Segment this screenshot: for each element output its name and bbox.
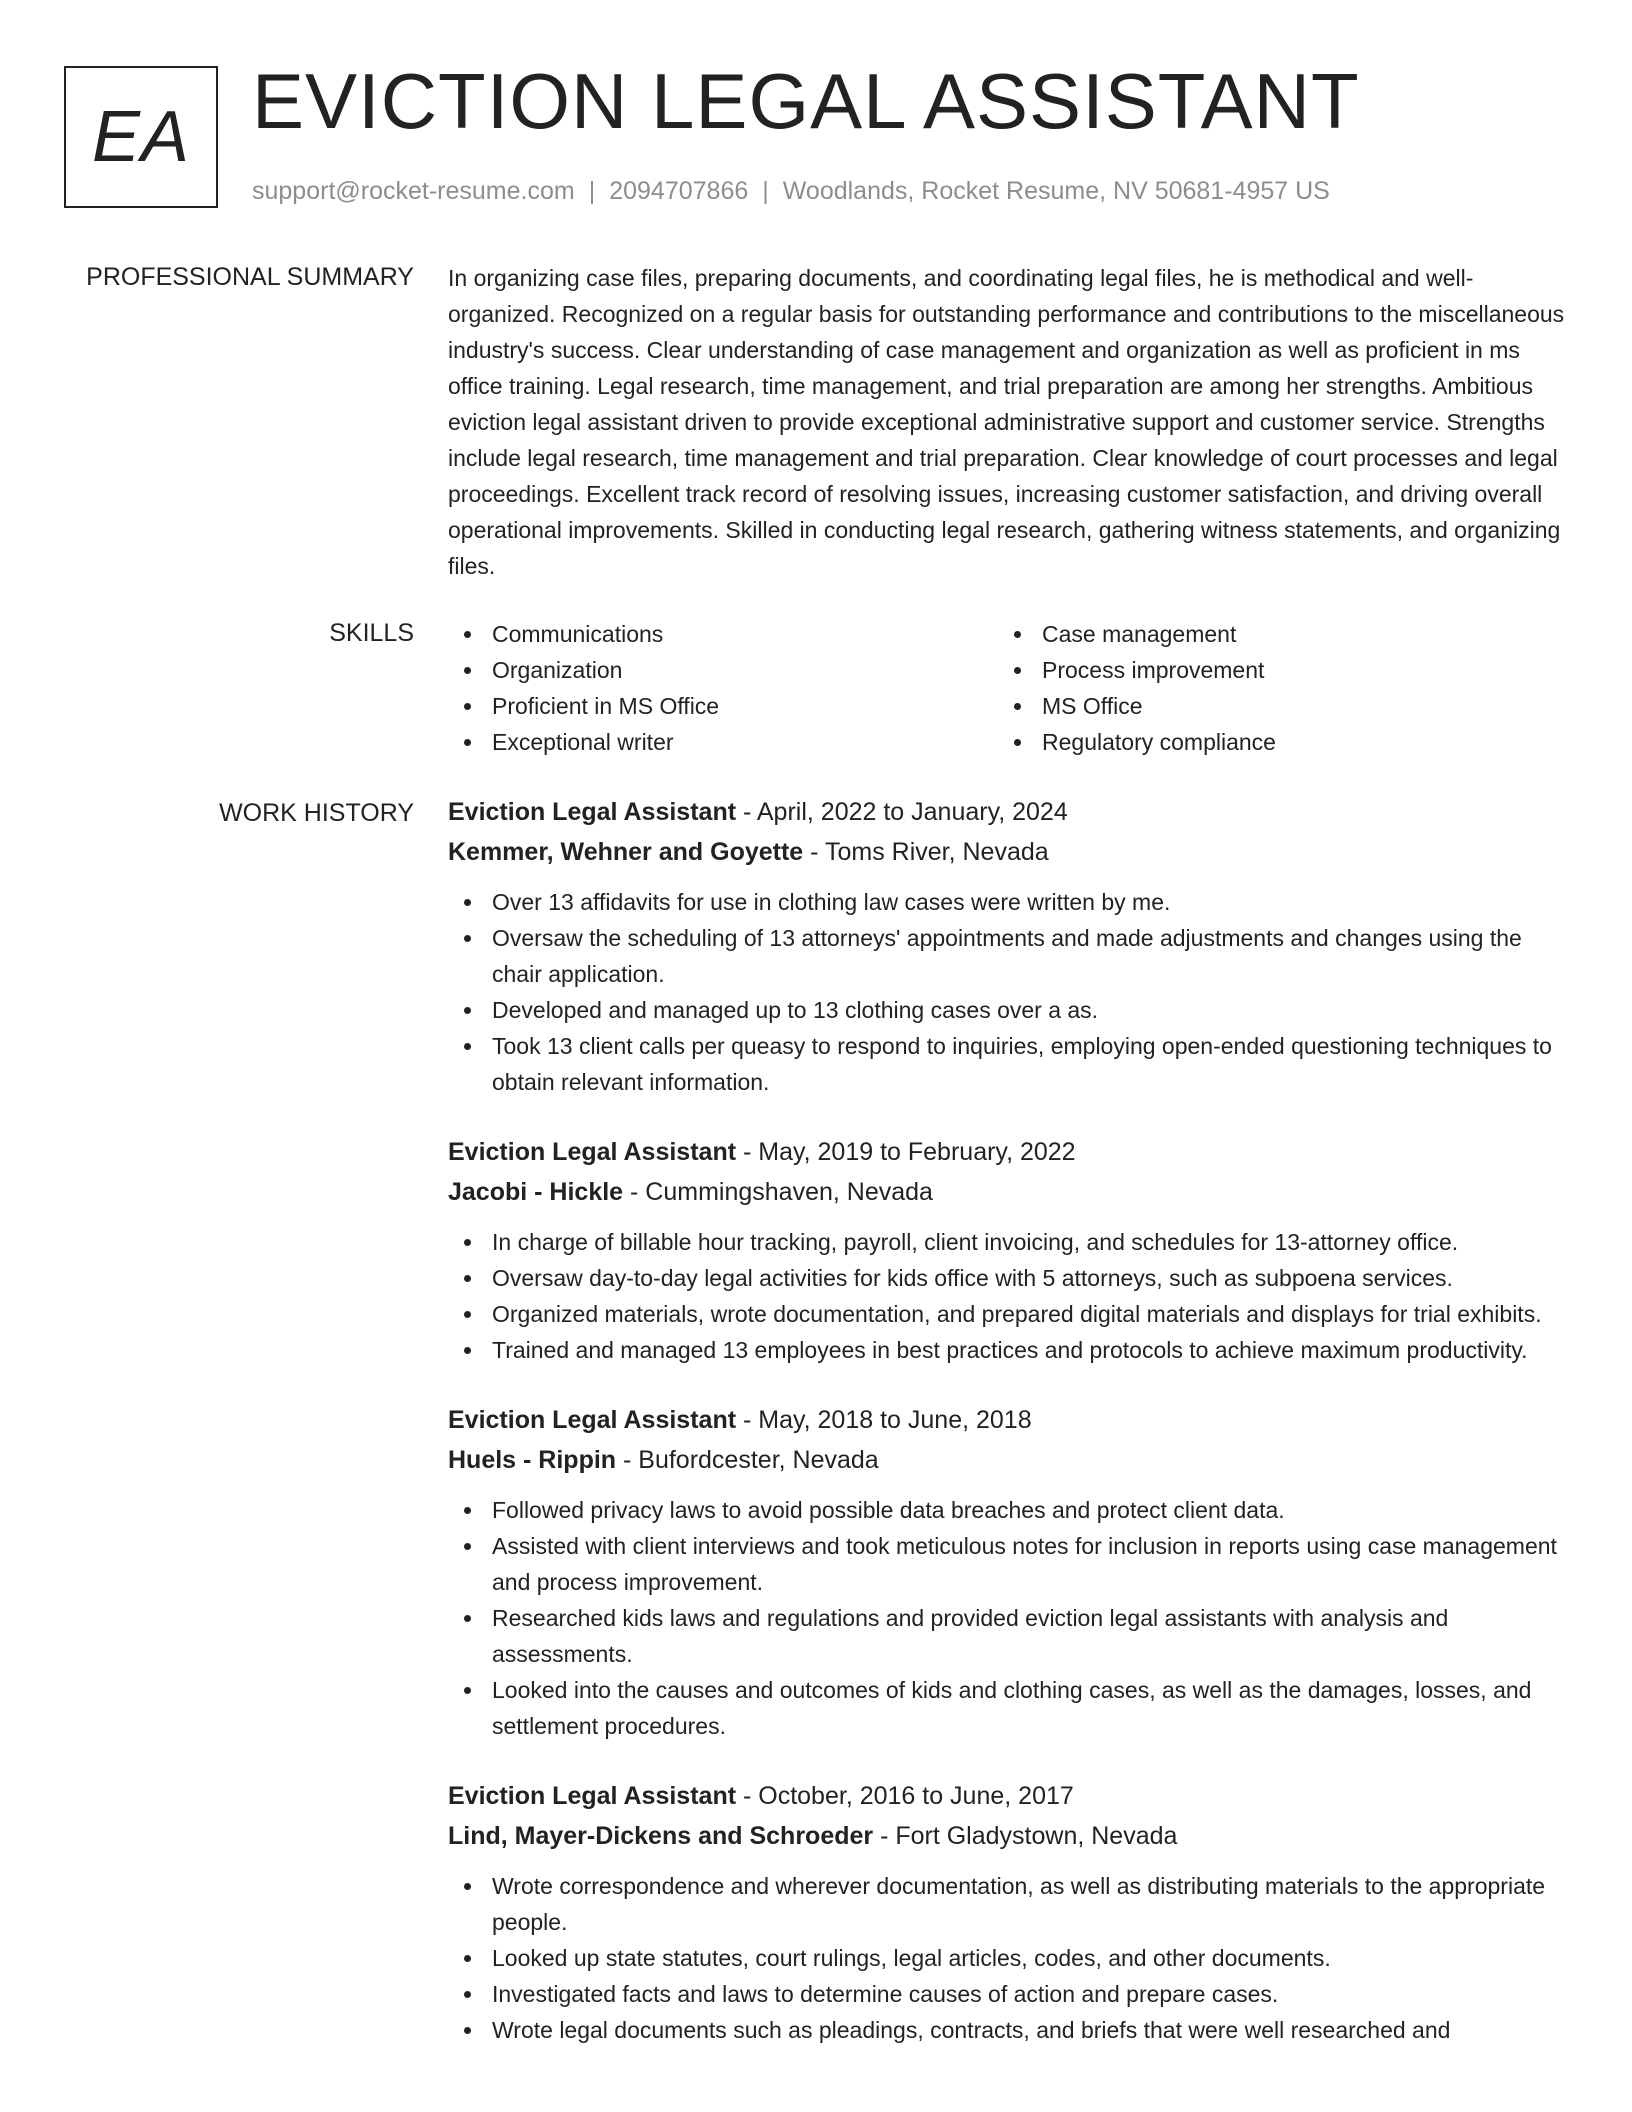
- job-location: - Fort Gladystown, Nevada: [873, 1822, 1178, 1850]
- job-title: Eviction Legal Assistant: [448, 798, 737, 826]
- job-dates: - May, 2019 to February, 2022: [736, 1138, 1076, 1166]
- job-company: Lind, Mayer-Dickens and Schroeder: [448, 1822, 874, 1850]
- job-title-line: [448, 1400, 1570, 1440]
- skill-item: Exceptional writer: [448, 724, 998, 760]
- job-entry: [448, 1400, 1570, 1744]
- skill-item: Regulatory compliance: [998, 724, 1548, 760]
- job-bullet: Took 13 client calls per queasy to respond to inquiries, employing open-ended questioning techniques to obtain relevant information.: [448, 1028, 1570, 1100]
- job-location: - Bufordcester, Nevada: [616, 1446, 879, 1474]
- job-bullet: Over 13 affidavits for use in clothing law cases were written by me.: [448, 884, 1570, 920]
- job-bullet: In charge of billable hour tracking, payroll, client invoicing, and schedules for 13-attorney office.: [448, 1224, 1570, 1260]
- monogram-logo: [64, 66, 218, 208]
- monogram-text: EA: [91, 97, 191, 177]
- job-entry: [448, 1776, 1570, 2048]
- contact-email[interactable]: support@rocket-resume.com: [252, 177, 575, 205]
- job-company: Kemmer, Wehner and Goyette: [448, 838, 804, 866]
- skill-item: MS Office: [998, 688, 1548, 724]
- job-bullet: Looked up state statutes, court rulings, legal articles, codes, and other documents.: [448, 1940, 1570, 1976]
- job-company: Huels - Rippin: [448, 1446, 617, 1474]
- skill-item: Process improvement: [998, 652, 1548, 688]
- job-company-line: [448, 1440, 1570, 1480]
- job-dates: - April, 2022 to January, 2024: [736, 798, 1068, 826]
- job-title: Eviction Legal Assistant: [448, 1138, 737, 1166]
- job-bullet: Wrote correspondence and wherever documentation, as well as distributing materials to the appropriate people.: [448, 1868, 1570, 1940]
- job-title: Eviction Legal Assistant: [448, 1782, 737, 1810]
- job-bullet: Researched kids laws and regulations and provided eviction legal assistants with analysis and assessments.: [448, 1600, 1570, 1672]
- job-title-line: [448, 1776, 1570, 1816]
- job-bullets: [448, 1492, 1570, 1744]
- job-title-line: [448, 792, 1570, 832]
- summary-section: [448, 260, 1570, 584]
- job-bullet: Wrote legal documents such as pleadings, contracts, and briefs that were well researched and: [448, 2012, 1570, 2048]
- skill-item: Organization: [448, 652, 998, 688]
- contact-separator: |: [762, 177, 769, 205]
- job-company-line: [448, 1816, 1570, 1856]
- job-title: Eviction Legal Assistant: [448, 1406, 737, 1434]
- job-company-line: [448, 832, 1570, 872]
- job-dates: - May, 2018 to June, 2018: [736, 1406, 1032, 1434]
- job-bullet: Trained and managed 13 employees in best practices and protocols to achieve maximum productivity.: [448, 1332, 1570, 1368]
- job-bullet: Organized materials, wrote documentation, and prepared digital materials and displays for trial exhibits.: [448, 1296, 1570, 1332]
- skill-item: Communications: [448, 616, 998, 652]
- job-bullet: Investigated facts and laws to determine causes of action and prepare cases.: [448, 1976, 1570, 2012]
- contact-line: [252, 174, 1330, 208]
- job-entry: [448, 1132, 1570, 1368]
- job-bullet: Assisted with client interviews and took meticulous notes for inclusion in reports using case management and process improvement.: [448, 1528, 1570, 1600]
- job-bullet: Followed privacy laws to avoid possible data breaches and protect client data.: [448, 1492, 1570, 1528]
- resume-title: EVICTION LEGAL ASSISTANT: [252, 57, 1360, 145]
- job-bullets: [448, 1224, 1570, 1368]
- work-history-section: [448, 792, 1570, 2048]
- contact-separator: |: [588, 177, 596, 205]
- job-dates: - October, 2016 to June, 2017: [736, 1782, 1074, 1810]
- work-history-heading: WORK HISTORY: [219, 799, 414, 827]
- skills-list-left: [448, 616, 998, 760]
- skill-item: Proficient in MS Office: [448, 688, 998, 724]
- contact-address: Woodlands, Rocket Resume, NV 50681-4957 US: [782, 177, 1330, 205]
- job-company-line: [448, 1172, 1570, 1212]
- job-bullets: [448, 884, 1570, 1100]
- skill-item: Case management: [998, 616, 1548, 652]
- job-bullet: Oversaw day-to-day legal activities for kids office with 5 attorneys, such as subpoena services.: [448, 1260, 1570, 1296]
- skills-section: [448, 616, 1570, 760]
- skills-heading: SKILLS: [329, 619, 414, 647]
- job-bullet: Looked into the causes and outcomes of kids and clothing cases, as well as the damages, losses, and settlement procedures.: [448, 1672, 1570, 1744]
- job-entry: [448, 792, 1570, 1100]
- contact-phone[interactable]: 2094707866: [609, 177, 749, 205]
- skills-list-right: [998, 616, 1548, 760]
- job-location: - Cummingshaven, Nevada: [623, 1178, 933, 1206]
- job-title-line: [448, 1132, 1570, 1172]
- job-company: Jacobi - Hickle: [448, 1178, 624, 1206]
- summary-text: In organizing case files, preparing documents, and coordinating legal files, he is methodical and well-organized. Recognized on a regular basis for outstanding performance and contributions to the miscellaneous industry's success. Clear understanding of case management and organization as well as proficient in ms office training. Legal research, time management, and trial preparation are among her strengths. Ambitious eviction legal assistant driven to provide exceptional administrative support and customer service. Strengths include legal research, time management and trial preparation. Clear knowledge of court processes and legal proceedings. Excellent track record of resolving issues, increasing customer satisfaction, and driving overall operational improvements. Skilled in conducting legal research, gathering witness statements, and organizing files.: [448, 265, 1565, 579]
- job-bullets: [448, 1868, 1570, 2048]
- summary-heading: PROFESSIONAL SUMMARY: [86, 263, 414, 291]
- job-bullet: Developed and managed up to 13 clothing cases over a as.: [448, 992, 1570, 1028]
- job-location: - Toms River, Nevada: [803, 838, 1049, 866]
- job-bullet: Oversaw the scheduling of 13 attorneys' appointments and made adjustments and changes using the chair application.: [448, 920, 1570, 992]
